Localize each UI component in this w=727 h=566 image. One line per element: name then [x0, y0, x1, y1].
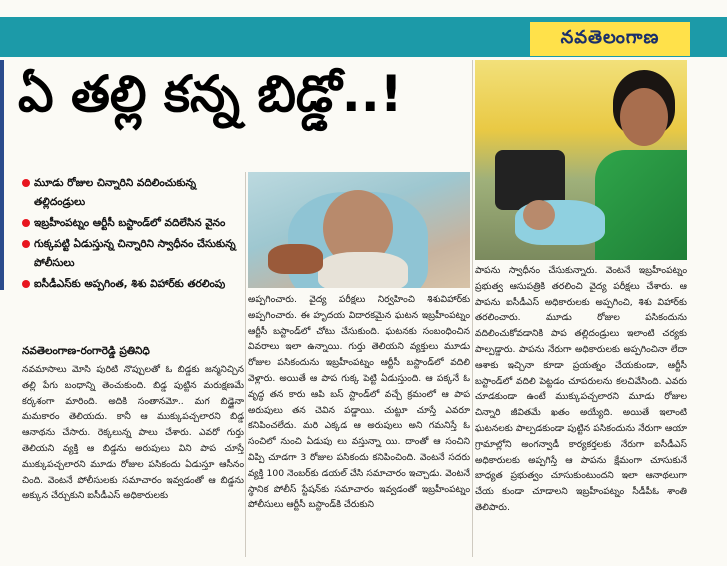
article-column-left: నవమాసాలు మోసి పురిటి నొప్పులతో ఓ బిడ్డకు జన్మనిచ్చిన తల్లి పేగు బంధాన్ని తెంచుకుంది. బిడ్డ పుట్టిన మరుక్షణమే కర్కశంగా మారింది. అదికి సంతానమో.. మగ బిడ్డైనా మమకారం తెలియదు. కానీ ఆ ముక్కుపచ్చలారని బిడ్డ ఆనాథను చేసారు. రెక్కలున్న పాలు చేశారు. ఎవరో గుర్తు తెలియని వ్యక్తి ఆ బిడ్డను అరుపులు విని పాప చూస్తే ముక్కుపచ్చలారని మూడు రోజుల పసికందు ఏడుస్తూ ఆసీనం చింది. వెంటనే పోలీసులకు సమాచారం ఇవ్వడంతో ఆ బిడ్డను అక్కున చేర్చుకుని ఐసీడీఎస్ అధికారులకు: [22, 364, 244, 502]
headline: ఏ తల్లి కన్న బిడ్డో..!: [18, 65, 403, 123]
logo-text: నవతెలంగాణ: [560, 26, 660, 48]
bullet-dot-icon: [22, 240, 30, 248]
highlight-item: ఇబ్రహీంపట్నం ఆర్టీసీ బస్టాండ్‌లో వదిలేసిన వైనం: [22, 214, 247, 233]
byline: నవతెలంగాణ-రంగారెడ్డి ప్రతినిధి: [22, 345, 150, 357]
baby-head: [523, 200, 555, 230]
highlight-item: ఐసీడీఎస్‌కు అప్పగింత, శిశు విహార్‌కు తరలింపు: [22, 275, 247, 294]
bullet-dot-icon: [22, 280, 30, 288]
left-edge-strip: [0, 60, 4, 290]
bangle-hand: [268, 244, 323, 274]
column-divider: [472, 60, 473, 557]
baby-photo: [248, 172, 470, 288]
article-column-right: పాపను స్వాధీనం చేసుకున్నారు. వెంటనే ఇబ్రహీంపట్నం ప్రభుత్వ ఆసుపత్రికి తరలించి వైద్య పరీక్షలు చేశారు. ఆ పాపను ఐసీడీఎస్ అధికారులకు అప్పగించి, శిశు విహార్‌కు తరలించారు. మూడు రోజుల పసికందును వదిలించుకోవడానికి పాప తల్లిదండ్రులు ఇలాంటి చర్యకు పాల్పడ్డారు. పాపను నేరుగా అధికారులకు అప్పగించినా లేదా ఆశాకు ఇచ్చినా కూడా ప్రయత్నం చేయకుండా, ఆర్టీసీ బస్టాండ్‌లో వదిలి పెట్టడం చూపరులను కలచివేసింది. ఎవరు చూడకుండా ఉంటే ముక్కుపచ్చలారని మూడు రోజుల చిన్నారి జీవితమే ఖతం అయ్యేది. అయితే ఇలాంటి ఘటనలకు పాల్పడకుండా పుట్టిన పసికందును నేరుగా ఆయా గ్రామాల్లోని అంగన్వాడీ కార్యకర్తలకు నేరుగా ఐసీడీఎస్ అధికారులకు అప్పగిస్తే ఆ పాపను క్షేమంగా చూసుకునే బాధ్యత ప్రభుత్వం చూసుకుంటుందని ఇలా ఆనాథలుగా చేయ కుండా చూడాలని ఇబ్రహీంపట్నం సీడీపీఓ శాంతి తెలిపారు.: [475, 265, 687, 513]
woman-holding-baby-photo: [475, 60, 687, 260]
green-sari: [595, 150, 687, 260]
baby-cloth: [318, 252, 408, 288]
woman-face: [620, 88, 668, 146]
article-column-middle: అప్పగించారు. వైద్య పరీక్షలు నిర్వహించి శిశువిహార్‌కు అప్పగించారు. ఈ హృదయ విదారకమైన ఘటన ఇబ్రహీంపట్నం ఆర్టీసీ బస్టాండ్‌లో చోటు చేసుకుంది. ఘటనకు సంబంధించిన వివరాలు ఇలా ఉన్నాయి. గుర్తు తెలియని వ్యక్తులు మూడు రోజుల పసికందును ఇబ్రహీంపట్నం ఆర్టీసీ బస్టాండ్‌లో వదిలి వెళ్లారు. అయితే ఆ పాప గుక్క పెట్టి ఏడుస్తుంది. ఆ పక్కనే ఓ వృద్ధ తన కారు ఆపి బస్ స్టాండ్‌లో వచ్చే క్రమంలో ఆ పాప అరుపులు తన చెవిన పడ్డాయి. చుట్టూ చూస్తే ఎవరూ కనిపించలేదు. మరి ఎక్కడ ఆ అరుపులు అని గమనిస్తే ఓ సంచిలో నుంచి ఏడుపు లు వస్తున్నా యి. దాంతో ఆ సంచిని విప్పి చూడగా 3 రోజుల పసికందు కనిపించింది. వెంటనే సదరు వ్యక్తి 100 నెంబర్‌కు డయల్ చేసి సమాచారం ఇచ్చాడు. వెంటనే స్థానిక పోలీస్ స్టేషన్‌కు సమాచారం ఇవ్వడంతో ఇబ్రహీంపట్నం పోలీసులు ఆర్టీసీ బస్టాండ్‌కి చేరుకుని: [248, 294, 470, 511]
highlight-item: గుక్కపట్టి ఏడుస్తున్న చిన్నారిని స్వాధీనం చేసుకున్న పోలీసులు: [22, 235, 247, 273]
column-divider: [245, 172, 246, 557]
highlight-item: మూడు రోజుల చిన్నారిని వదిలించుకున్న తల్లిదండ్రులు: [22, 174, 247, 212]
bullet-dot-icon: [22, 179, 30, 187]
bullet-dot-icon: [22, 219, 30, 227]
highlights-list: [22, 174, 247, 296]
newspaper-logo: [530, 22, 690, 56]
